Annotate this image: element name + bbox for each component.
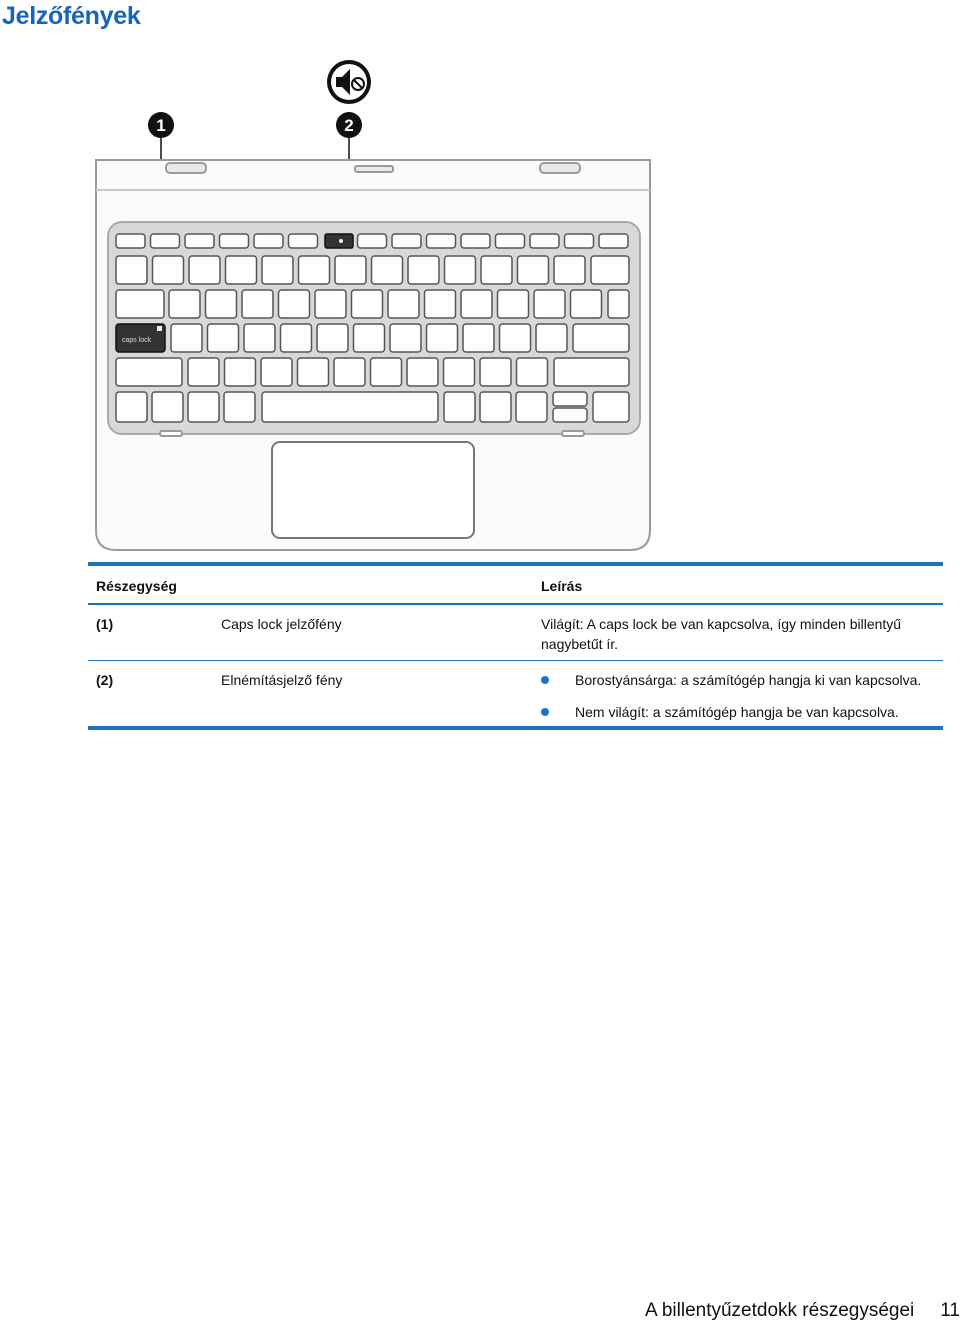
- keyboard-key: [317, 324, 348, 352]
- keyboard-key: [408, 256, 439, 284]
- keyboard-key: [189, 256, 220, 284]
- keyboard-key: [480, 358, 511, 386]
- keyboard-dock-illustration: [0, 50, 700, 560]
- keyboard-key: [354, 324, 385, 352]
- mute-icon: [327, 60, 371, 104]
- bullet-item: [541, 670, 943, 690]
- callout-1-label: 1: [156, 116, 166, 135]
- keyboard-key: [298, 358, 329, 386]
- bullet-icon: [541, 676, 549, 684]
- header-description: Leírás: [533, 564, 943, 604]
- keyboard-key: [335, 256, 366, 284]
- table-row: [88, 604, 943, 661]
- keyboard-key: [553, 392, 587, 406]
- keyboard-key: [188, 392, 219, 422]
- keyboard-key: [593, 392, 629, 422]
- keyboard-key: [220, 234, 249, 248]
- keyboard-key: [169, 290, 200, 318]
- bullet-list: [541, 670, 943, 722]
- header-component: Részegység: [88, 564, 533, 604]
- keyboard-key: [116, 290, 164, 318]
- keyboard-key: [461, 234, 490, 248]
- bullet-icon: [541, 708, 549, 716]
- keyboard-key: [461, 290, 492, 318]
- keyboard-key: [116, 358, 182, 386]
- keyboard-key: [530, 234, 559, 248]
- bullet-text: Borostyánsárga: a számítógép hangja ki van kapcsolva.: [575, 672, 922, 688]
- bullet-item: [541, 702, 943, 722]
- row-number: (1): [88, 604, 213, 661]
- capslock-key: [116, 324, 165, 352]
- row-description: Világít: A caps lock be van kapcsolva, így minden billentyű nagybetűt ír.: [533, 604, 943, 661]
- capslock-key-label: caps lock: [122, 337, 152, 344]
- keyboard-key: [427, 234, 456, 248]
- keyboard-key: [445, 256, 476, 284]
- keyboard-key: [371, 358, 402, 386]
- keyboard-key: [536, 324, 567, 352]
- page-footer: [645, 1300, 960, 1322]
- keyboard-key: [299, 256, 330, 284]
- keyboard-key: [226, 256, 257, 284]
- keyboard-key: [518, 256, 549, 284]
- row-number: (2): [88, 661, 213, 729]
- keyboard-key: [188, 358, 219, 386]
- callout-2-label: 2: [344, 116, 354, 135]
- keyboard-key: [534, 290, 565, 318]
- keyboard-key: [392, 234, 421, 248]
- component-table: [88, 562, 943, 730]
- keyboard-key: [116, 234, 145, 248]
- table-row: [88, 661, 943, 729]
- keyboard-key: [185, 234, 214, 248]
- row-component-name: Elnémításjelző fény: [213, 661, 533, 729]
- row-component-name: Caps lock jelzőfény: [213, 604, 533, 661]
- keyboard-key: [262, 392, 438, 422]
- keyboard-key: [334, 358, 365, 386]
- keyboard-key: [565, 234, 594, 248]
- keyboard-key: [153, 256, 184, 284]
- keyboard-key: [289, 234, 318, 248]
- keyboard-key: [425, 290, 456, 318]
- keyboard-key: [463, 324, 494, 352]
- keyboard-key: [427, 324, 458, 352]
- keyboard-key: [244, 324, 275, 352]
- keyboard-key: [171, 324, 202, 352]
- keyboard-key: [116, 256, 147, 284]
- keyboard-key: [262, 256, 293, 284]
- keyboard-key: [261, 358, 292, 386]
- keyboard-key: [573, 324, 629, 352]
- keyboard-key: [352, 290, 383, 318]
- keyboard-key: [242, 290, 273, 318]
- keyboard-key: [116, 392, 147, 422]
- keyboard-key: [554, 256, 585, 284]
- footer-section-title: A billentyűzetdokk részegységei: [644, 1300, 915, 1321]
- keyboard-key: [372, 256, 403, 284]
- keyboard-key: [225, 358, 256, 386]
- keyboard-key: [152, 392, 183, 422]
- keyboard-key: [151, 234, 180, 248]
- keyboard-key: [390, 324, 421, 352]
- keyboard-key: [599, 234, 628, 248]
- keyboard-key: [315, 290, 346, 318]
- keyboard-key: [481, 256, 512, 284]
- keyboard-key: [254, 234, 283, 248]
- page-title: Jelzőfények: [2, 2, 141, 30]
- page-number: 11: [940, 1300, 960, 1321]
- keyboard-key: [554, 358, 629, 386]
- keyboard-key: [281, 324, 312, 352]
- keyboard-key: [516, 392, 547, 422]
- row-description: [533, 661, 943, 729]
- keyboard-key: [358, 234, 387, 248]
- keyboard-key: [500, 324, 531, 352]
- keyboard-key: [571, 290, 602, 318]
- keyboard-key: [206, 290, 237, 318]
- bullet-text: Nem világít: a számítógép hangja be van kapcsolva.: [575, 704, 899, 720]
- keyboard-key: [553, 408, 587, 422]
- keyboard-key: [608, 290, 629, 318]
- keyboard-key: [279, 290, 310, 318]
- dock-body: [96, 160, 650, 550]
- keyboard-key: [444, 358, 475, 386]
- keyboard-key: [496, 234, 525, 248]
- keyboard-key: [480, 392, 511, 422]
- mute-key: [325, 234, 353, 248]
- keyboard-key: [444, 392, 475, 422]
- keyboard-key: [498, 290, 529, 318]
- keyboard-key: [591, 256, 629, 284]
- keyboard-key: [224, 392, 255, 422]
- keyboard-key: [388, 290, 419, 318]
- keyboard-key: [517, 358, 548, 386]
- keyboard-key: [208, 324, 239, 352]
- keyboard-key: [407, 358, 438, 386]
